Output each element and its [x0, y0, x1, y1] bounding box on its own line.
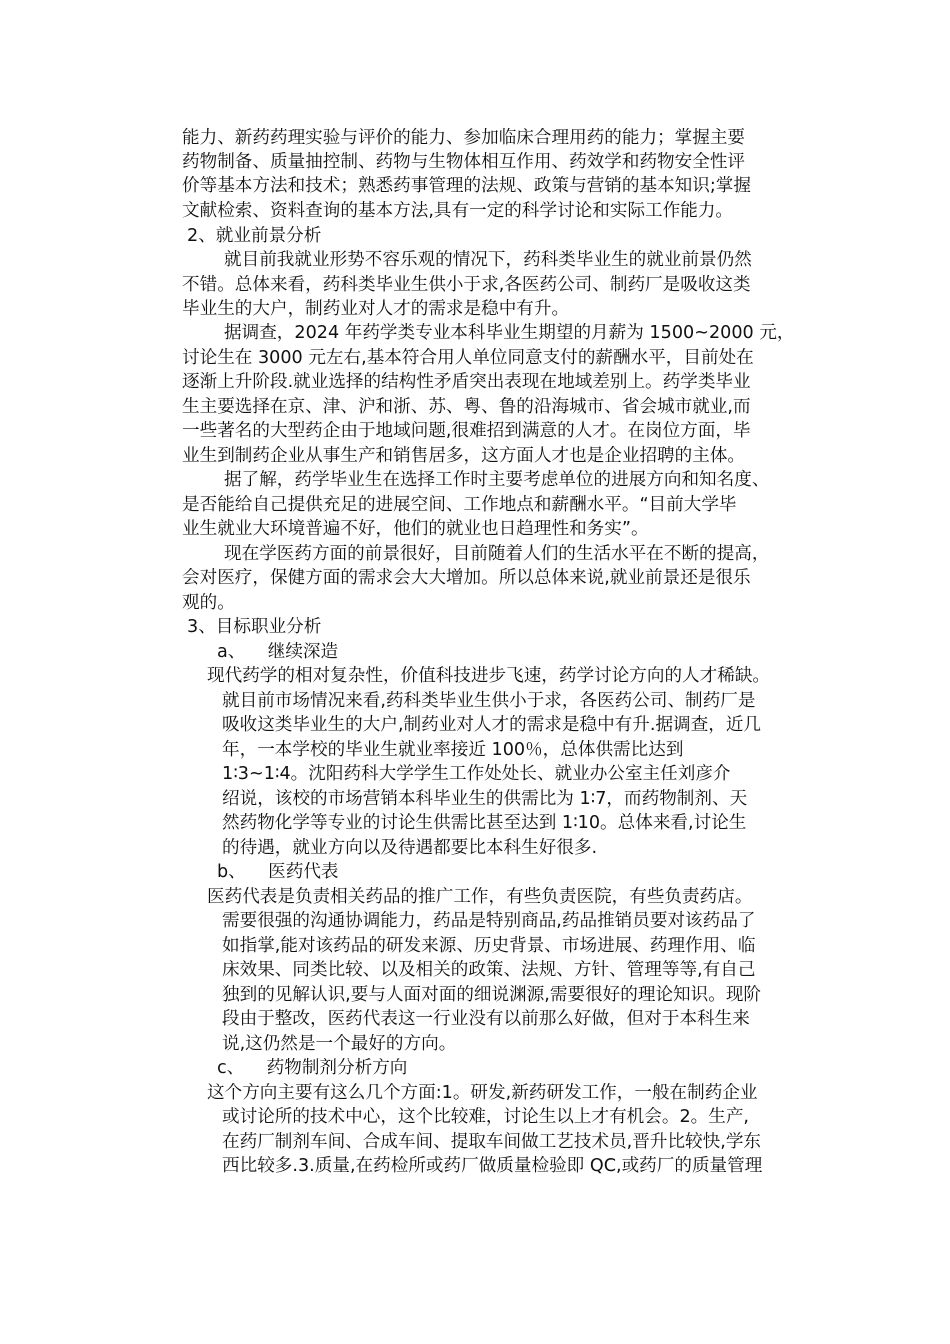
paragraph-line: 观的。	[182, 593, 235, 613]
paragraph-line: 现代药学的相对复杂性，价值科技进步飞速，药学讨论方向的人才稀缺。	[207, 666, 771, 686]
paragraph-line: 逐渐上升阶段.就业选择的结构性矛盾突出表现在地域差别上。药学类毕业	[182, 372, 751, 392]
section-heading: 2、就业前景分析	[187, 226, 322, 246]
subsection-heading: b、 医药代表	[217, 862, 339, 882]
paragraph-line: 这个方向主要有这么几个方面:1。研发,新药研发工作，一般在制药企业	[207, 1083, 758, 1103]
paragraph-line: 是否能给自己提供充足的进展空间、工作地点和薪酬水平。“目前大学毕	[182, 495, 737, 515]
paragraph-line: 如指掌,能对该药品的研发来源、历史背景、市场进展、药理作用、临	[222, 936, 756, 956]
paragraph-line: 在药厂制剂车间、合成车间、提取车间做工艺技术员,晋升比较快,学东	[222, 1132, 762, 1152]
paragraph-line: 不错。总体来看，药科类毕业生供小于求,各医药公司、制药厂是吸收这类	[182, 275, 751, 295]
subsection-heading: a、 继续深造	[217, 642, 339, 662]
paragraph-line: 一些著名的大型药企由于地域问题,很难招到满意的人才。在岗位方面，毕	[182, 421, 751, 441]
paragraph-line: 吸收这类毕业生的大户,制药业对人才的需求是稳中有升.据调查，近几	[222, 715, 762, 735]
paragraph-line: 的待遇，就业方向以及待遇都要比本科生好很多.	[222, 838, 598, 858]
paragraph-line: 需要很强的沟通协调能力，药品是特别商品,药品推销员要对该药品了	[222, 911, 756, 931]
paragraph-line: 或讨论所的技术中心，这个比较难，讨论生以上才有机会。2。生产,	[222, 1107, 750, 1127]
paragraph-line: 1∶3~1∶4。沈阳药科大学学生工作处处长、就业办公室主任刘彦介	[222, 764, 731, 784]
section-heading: 3、目标职业分析	[187, 617, 322, 637]
paragraph-line: 文献检索、资料查询的基本方法,具有一定的科学讨论和实际工作能力。	[182, 201, 734, 221]
paragraph-line: 段由于整改，医药代表这一行业没有以前那么好做，但对于本科生来	[222, 1009, 750, 1029]
paragraph-line: 讨论生在 3000 元左右,基本符合用人单位同意支付的薪酬水平，目前处在	[182, 348, 754, 368]
paragraph-line: 绍说，该校的市场营销本科毕业生的供需比为 1∶7，而药物制剂、天	[222, 789, 748, 809]
paragraph-line: 会对医疗，保健方面的需求会大大增加。所以总体来说,就业前景还是很乐	[182, 568, 751, 588]
paragraph-line: 毕业生的大户，制药业对人才的需求是稳中有升。	[182, 299, 570, 319]
paragraph-line: 能力、新药药理实验与评价的能力、参加临床合理用药的能力；掌握主要	[182, 128, 746, 148]
paragraph-line: 业生就业大环境普遍不好，他们的就业也日趋理性和务实”。	[182, 519, 649, 539]
paragraph-line: 据调查，2024 年药学类专业本科毕业生期望的月薪为 1500~2000 元，	[224, 323, 795, 343]
paragraph-line: 年，一本学校的毕业生就业率接近 100％，总体供需比达到	[222, 740, 684, 760]
paragraph-line: 就目前我就业形势不容乐观的情况下，药科类毕业生的就业前景仍然	[224, 250, 752, 270]
paragraph-line: 药物制备、质量抽控制、药物与生物体相互作用、药效学和药物安全性评	[182, 152, 746, 172]
paragraph-line: 说,这仍然是一个最好的方向。	[222, 1034, 457, 1054]
paragraph-line: 西比较多.3.质量,在药检所或药厂做质量检验即 QC,或药厂的质量管理	[222, 1156, 763, 1176]
paragraph-line: 价等基本方法和技术；熟悉药事管理的法规、政策与营销的基本知识;掌握	[182, 176, 751, 196]
subsection-heading: c、 药物制剂分析方向	[217, 1058, 408, 1078]
paragraph-line: 据了解，药学毕业生在选择工作时主要考虑单位的进展方向和知名度、	[224, 470, 770, 490]
paragraph-line: 生主要选择在京、津、沪和浙、苏、粤、鲁的沿海城市、省会城市就业,而	[182, 397, 751, 417]
paragraph-line: 就目前市场情况来看,药科类毕业生供小于求，各医药公司、制药厂是	[222, 691, 756, 711]
paragraph-line: 然药物化学等专业的讨论生供需比甚至达到 1∶10。总体来看,讨论生	[222, 813, 747, 833]
paragraph-line: 独到的见解认识,要与人面对面的细说渊源,需要很好的理论知识。现阶	[222, 985, 762, 1005]
paragraph-line: 床效果、同类比较、以及相关的政策、法规、方针、管理等等,有自己	[222, 960, 756, 980]
paragraph-line: 业生到制药企业从事生产和销售居多，这方面人才也是企业招聘的主体。	[182, 446, 746, 466]
paragraph-line: 医药代表是负责相关药品的推广工作，有些负责医院，有些负责药店。	[207, 887, 753, 907]
paragraph-line: 现在学医药方面的前景很好，目前随着人们的生活水平在不断的提高，	[224, 544, 770, 564]
